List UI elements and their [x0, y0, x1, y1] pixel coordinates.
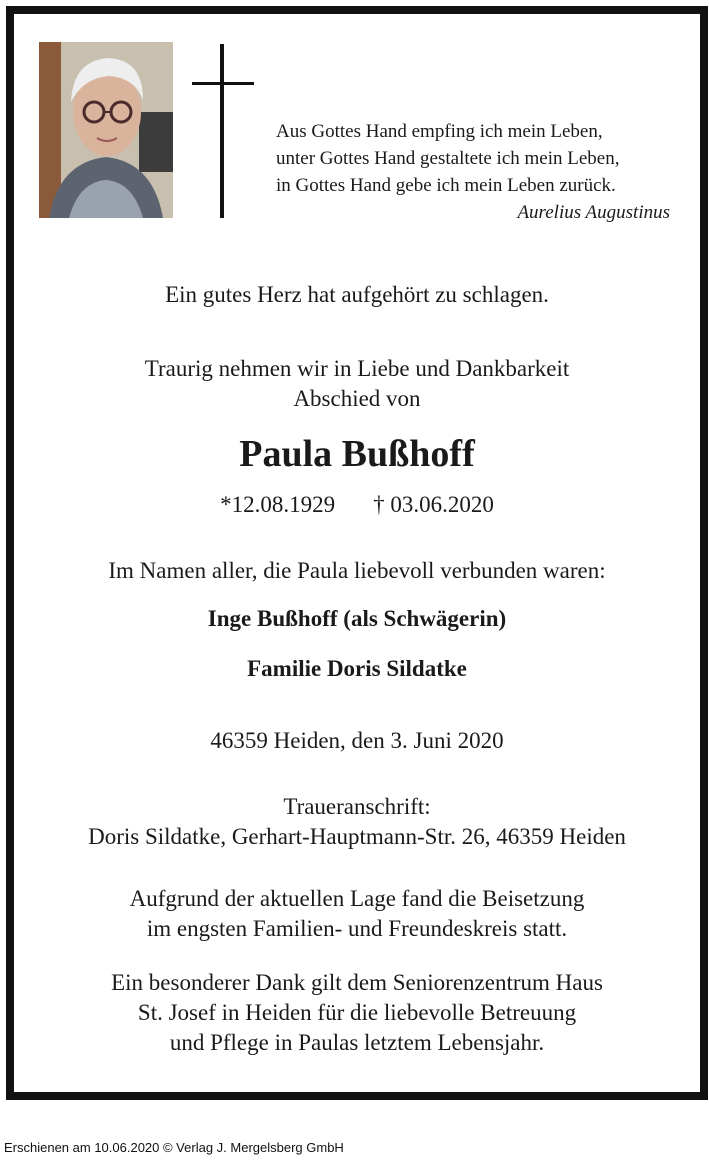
- funeral-notice: [14, 884, 700, 944]
- place-date: 46359 Heiden, den 3. Juni 2020: [210, 728, 504, 753]
- notice-line-1: Aufgrund der aktuellen Lage fand die Beisetzung: [129, 886, 585, 911]
- thanks-line-2: St. Josef in Heiden für die liebevolle Betreuung: [137, 1000, 577, 1025]
- address-label: Traueranschrift:: [283, 794, 431, 819]
- thanks-line-3: und Pflege in Paulas letztem Lebensjahr.: [169, 1030, 545, 1055]
- mourning-address: [14, 792, 700, 852]
- notice-line-2: im engsten Familien- und Freundeskreis statt.: [146, 916, 568, 941]
- verse-author: Aurelius Augustinus: [517, 202, 670, 223]
- life-dates: [14, 490, 700, 520]
- portrait-photo: [39, 42, 173, 218]
- portrait-image: [39, 42, 173, 218]
- cross-icon: [192, 44, 254, 218]
- verse-line: Aus Gottes Hand empfing ich mein Leben,: [276, 121, 603, 142]
- publication-footer: Erschienen am 10.06.2020 © Verlag J. Mergelsberg GmbH: [4, 1140, 344, 1155]
- thanks-text: [14, 968, 700, 1058]
- death-date: † 03.06.2020: [373, 492, 494, 517]
- farewell-line-1: Traurig nehmen wir in Liebe und Dankbarkeit: [144, 356, 570, 381]
- mourner-name: Inge Bußhoff (als Schwägerin): [207, 606, 507, 631]
- mourner-name: Familie Doris Sildatke: [247, 656, 467, 681]
- verse-line: unter Gottes Hand gestaltete ich mein Leben,: [276, 148, 620, 169]
- deceased-name: Paula Bußhoff: [239, 433, 475, 475]
- verse-quote: [276, 118, 696, 226]
- address-value: Doris Sildatke, Gerhart-Hauptmann-Str. 26, 46359 Heiden: [88, 824, 626, 849]
- birth-date: *12.08.1929: [220, 492, 336, 517]
- farewell-line-2: Abschied von: [293, 386, 421, 411]
- farewell-text: [14, 354, 700, 414]
- intro-text: Ein gutes Herz hat aufgehört zu schlagen.: [165, 282, 549, 307]
- thanks-line-1: Ein besonderer Dank gilt dem Seniorenzentrum Haus: [111, 970, 603, 995]
- obituary-frame: [6, 6, 708, 1100]
- mourners-intro: Im Namen aller, die Paula liebevoll verbunden waren:: [108, 558, 606, 583]
- verse-line: in Gottes Hand gebe ich mein Leben zurück.: [276, 175, 616, 196]
